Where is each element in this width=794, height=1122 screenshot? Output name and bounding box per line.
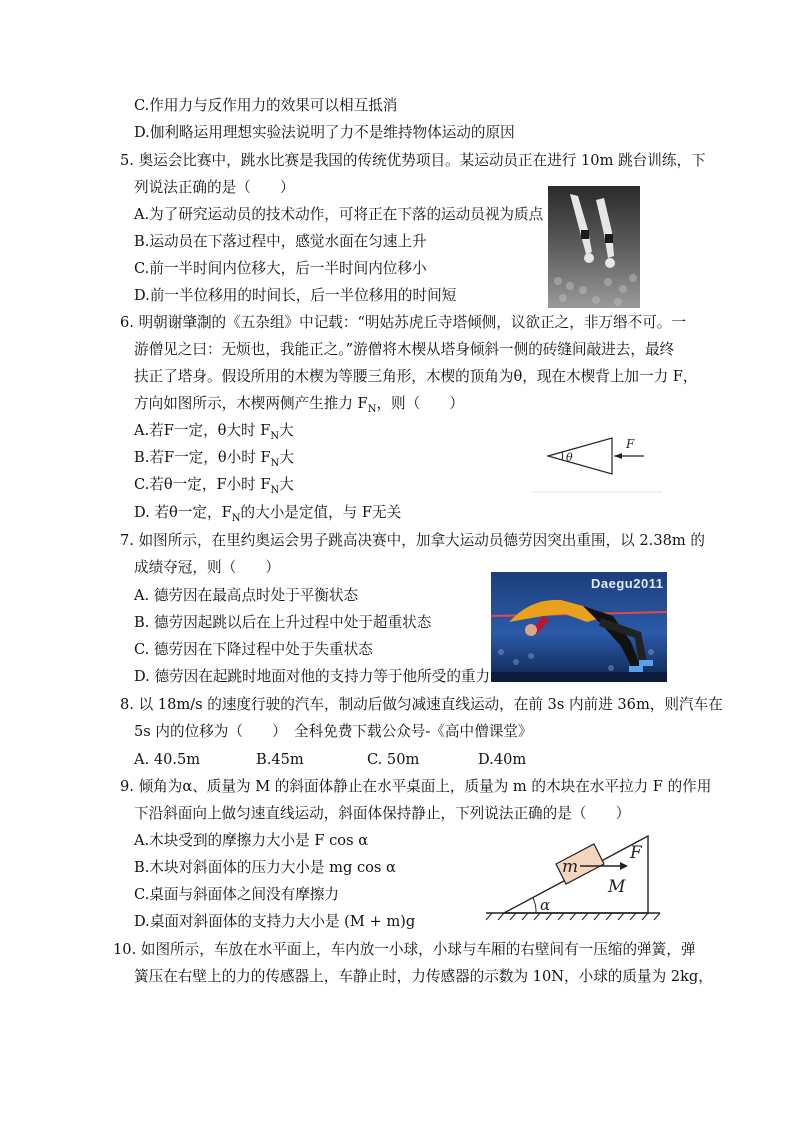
wedge-force-label: F (626, 437, 635, 451)
high-jump-photo (491, 572, 667, 682)
q9-stem-line-1: 9. 倾角为α、质量为 M 的斜面体静止在水平桌面上，质量为 m 的木块在水平拉力 F 的作用 (120, 778, 712, 795)
wedge-figure (532, 424, 662, 496)
q7-stem-line-2: 成绩夺冠，则（ ） (134, 559, 280, 576)
q6-option-c: C.若θ一定，F小时 $F_N$大 (134, 476, 294, 496)
q10-stem-line-1: 10. 如图所示，车放在水平面上，车内放一小球，小球与车厢的右壁间有一压缩的弹簧，弹 (113, 941, 696, 958)
q6-option-b: B.若F一定，θ小时 $F_N$大 (134, 449, 294, 469)
q5-option-c: C.前一半时间内位移大，后一半时间内位移小 (134, 260, 427, 277)
wedge-theta-label: θ (566, 451, 573, 464)
q9-option-d: D.桌面对斜面体的支持力大小是 (M + m)g (134, 913, 416, 930)
q5-option-a: A.为了研究运动员的技术动作，可将正在下落的运动员视为质点 (134, 206, 544, 223)
q5-option-d: D.前一半位移用的时间长，后一半位移用的时间短 (134, 287, 457, 304)
q9-option-c: C.桌面与斜面体之间没有摩擦力 (134, 886, 340, 903)
q8-option-d: D.40m (478, 751, 527, 768)
q4-option-d: D.伽利略运用理想实验法说明了力不是维持物体运动的原因 (134, 124, 515, 141)
q6-stem-line-4: 方向如图所示，木楔两侧产生推力 $F_N$，则（ ） (134, 395, 465, 415)
q9-stem-line-2: 下沿斜面向上做匀速直线运动，斜面体保持静止，下列说法正确的是（ ） (134, 805, 631, 822)
block-mass-label: m (562, 857, 579, 877)
q8-option-b: B.45m (256, 751, 304, 768)
q8-option-a: A. 40.5m (134, 751, 201, 768)
incline-mass-label: M (608, 877, 626, 897)
q6-option-d: D. 若θ一定，$F_N$的大小是定值，与 F无关 (134, 504, 402, 524)
q10-stem-line-2: 簧压在右壁上的力的传感器上，车静止时，力传感器的示数为 10N，小球的质量为 2kg， (134, 968, 713, 985)
q8-stem-line-2: 5s 内的位移为（ ） 全科免费下载公众号-《高中僧课堂》 (134, 723, 533, 740)
photo-banner-text: Daegu2011 (591, 576, 664, 591)
q6-option-a: A.若F一定，θ大时 $F_N$大 (134, 422, 294, 442)
q8-stem-line-1: 8. 以 18m/s 的速度行驶的汽车，制动后做匀减速直线运动，在前 3s 内前进 36m，则汽车在 (120, 696, 723, 713)
q7-stem-line-1: 7. 如图所示，在里约奥运会男子跳高决赛中，加拿大运动员德劳因突出重围，以 2.38m 的 (120, 532, 705, 549)
diving-photo (548, 186, 640, 308)
q9-option-a: A.木块受到的摩擦力大小是 F cos α (134, 832, 369, 849)
q7-option-d: D. 德劳因在起跳时地面对他的支持力等于他所受的重力 (134, 668, 491, 685)
q7-option-c: C. 德劳因在下降过程中处于失重状态 (134, 641, 373, 658)
q7-option-a: A. 德劳因在最高点时处于平衡状态 (134, 587, 359, 604)
incline-force-label: F (630, 843, 642, 863)
q6-stem-line-2: 游僧见之曰：无烦也，我能正之。”游僧将木楔从塔身倾斜一侧的砖缝间敲进去，最终 (134, 341, 675, 358)
q6-stem-line-1: 6. 明朝谢肇淛的《五杂组》中记载：“明姑苏虎丘寺塔倾侧，议欲正之，非万缗不可。一 (120, 314, 686, 331)
q5-stem-line-2: 列说法正确的是（ ） (134, 179, 295, 196)
q7-option-b: B. 德劳因起跳以后在上升过程中处于超重状态 (134, 614, 432, 631)
q9-option-b: B.木块对斜面体的压力大小是 mg cos α (134, 859, 396, 876)
incline-angle-label: α (540, 896, 551, 914)
q5-option-b: B.运动员在下落过程中，感觉水面在匀速上升 (134, 233, 427, 250)
q6-stem-line-3: 扶正了塔身。假设所用的木楔为等腰三角形，木楔的顶角为θ，现在木楔背上加一力 F， (134, 368, 698, 385)
incline-figure (484, 826, 664, 922)
q8-option-c: C. 50m (367, 751, 420, 768)
q5-stem-line-1: 5. 奥运会比赛中，跳水比赛是我国的传统优势项目。某运动员正在进行 10m 跳台训练，下 (120, 152, 706, 169)
q4-option-c: C.作用力与反作用力的效果可以相互抵消 (134, 97, 398, 114)
